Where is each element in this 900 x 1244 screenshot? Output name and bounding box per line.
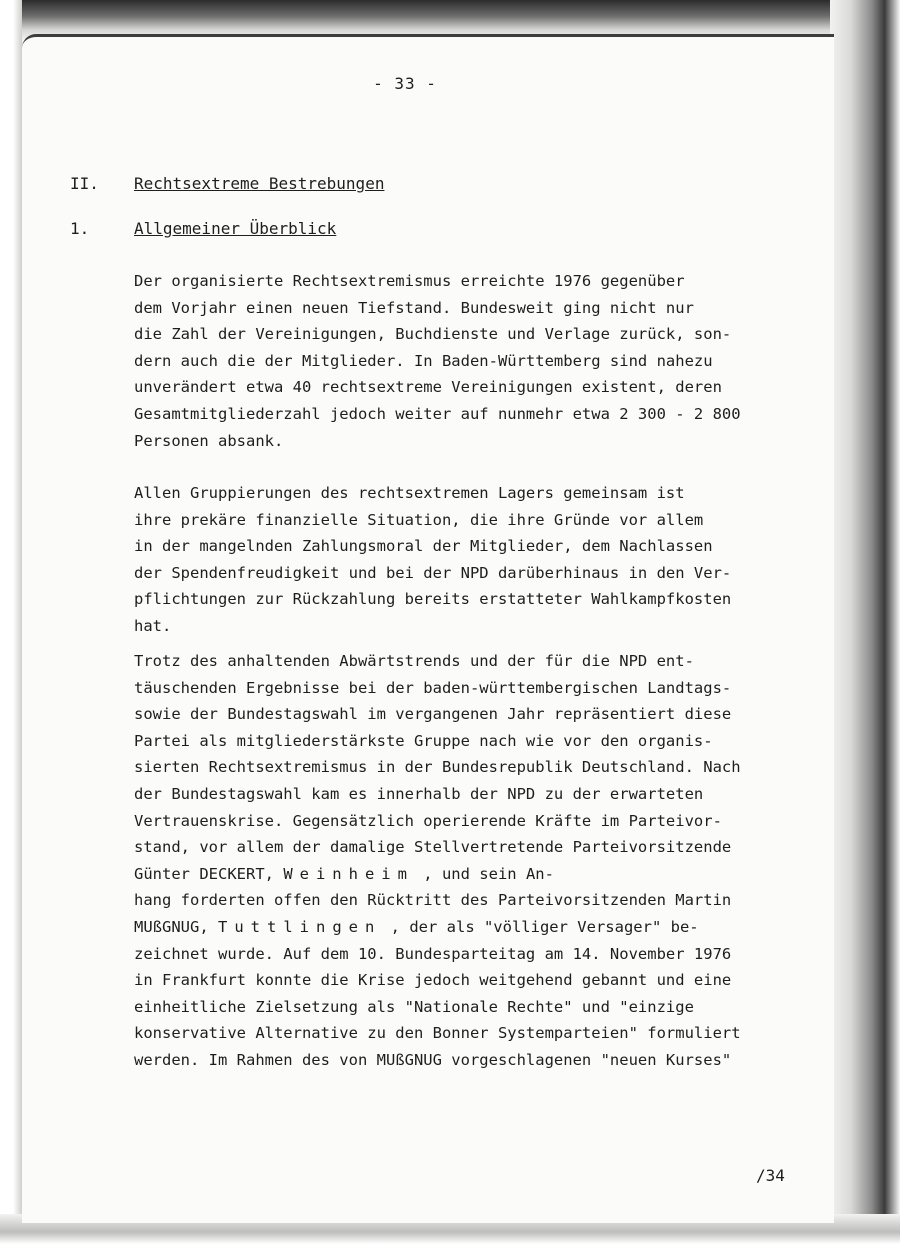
section-heading-ii <box>70 174 470 198</box>
text-line: hang forderten offen den Rücktritt des Parteivorsitzenden Martin <box>134 891 732 910</box>
text-line: sierten Rechtsextremismus in der Bundesrepublik Deutschland. Nach <box>134 758 741 777</box>
text-line: konservative Alternative zu den Bonner Systemparteien" formuliert <box>134 1024 741 1043</box>
text-line: ihre prekäre finanzielle Situation, die ihre Gründe vor allem <box>134 510 704 529</box>
section-title: Rechtsextreme Bestrebungen <box>134 174 385 193</box>
text-line: sowie der Bundestagswahl im vergangenen Jahr repräsentiert diese <box>134 705 732 724</box>
text-line: Personen absank. <box>134 431 284 450</box>
page-number: - 33 - <box>373 74 437 93</box>
text-line-mussgnug <box>134 914 834 941</box>
text-line: täuschenden Ergebnisse bei der baden-württembergischen Landtags- <box>134 678 732 697</box>
text-line: unverändert etwa 40 rechtsextreme Vereinigungen existent, deren <box>134 378 722 397</box>
text-line: Allen Gruppierungen des rechtsextremen Lagers gemeinsam ist <box>134 484 685 502</box>
section-title: Allgemeiner Überblick <box>134 219 337 238</box>
text-line: zeichnet wurde. Auf dem 10. Bundesparteitag am 14. November 1976 <box>134 944 732 963</box>
section-number: 1. <box>70 219 90 238</box>
text-line: pflichtungen zur Rückzahlung bereits erstatteter Wahlkampfkosten <box>134 590 732 609</box>
text-line: werden. Im Rahmen des von MUßGNUG vorgeschlagenen "neuen Kurses" <box>134 1050 732 1069</box>
text-line: Vertrauenskrise. Gegensätzlich operierende Kräfte im Parteivor- <box>134 811 722 830</box>
text-line: dern auch die der Mitglieder. In Baden-Württemberg sind nahezu <box>134 351 713 370</box>
text-run: MUßGNUG, <box>134 917 218 936</box>
text-run: , der als "völliger Versager" be- <box>381 917 699 936</box>
scan-edge-left <box>0 0 22 1244</box>
text-line: die Zahl der Vereinigungen, Buchdienste und Verlage zurück, son- <box>134 325 732 344</box>
continuation-page-reference: /34 <box>756 1166 785 1185</box>
text-line: der Bundestagswahl kam es innerhalb der NPD zu der erwarteten <box>134 784 704 803</box>
spaced-place-name: Tuttlingen <box>218 917 382 936</box>
scan-edge-right <box>830 0 900 1244</box>
text-line: Der organisierte Rechtsextremismus erreichte 1976 gegenüber <box>134 272 685 290</box>
text-line: Gesamtmitgliederzahl jedoch weiter auf nunmehr etwa 2 300 - 2 800 <box>134 404 741 423</box>
text-line: in Frankfurt konnte die Krise jedoch weitgehend gebannt und eine <box>134 971 732 990</box>
section-number: II. <box>70 174 99 193</box>
section-heading-1 <box>70 219 470 243</box>
paragraph-2 <box>134 480 834 640</box>
text-run: Günter DECKERT, <box>134 864 284 883</box>
text-line: einheitliche Zielsetzung als "Nationale Rechte" und "einzige <box>134 997 694 1016</box>
text-line: hat. <box>134 616 172 635</box>
text-line-deckert <box>134 861 834 888</box>
text-line: dem Vorjahr einen neuen Tiefstand. Bundesweit ging nicht nur <box>134 298 694 317</box>
text-line: der Spendenfreudigkeit und bei der NPD darüberhinaus in den Ver- <box>134 563 732 582</box>
text-line: stand, vor allem der damalige Stellvertretende Parteivorsitzende <box>134 838 732 857</box>
paragraph-3 <box>134 648 834 1074</box>
text-line: Trotz des anhaltenden Abwärtstrends und der für die NPD ent- <box>134 652 694 670</box>
spaced-place-name: Weinheim <box>283 864 414 883</box>
text-line: in der mangelnden Zahlungsmoral der Mitglieder, dem Nachlassen <box>134 537 713 556</box>
text-run: , und sein An- <box>413 864 554 883</box>
paragraph-1 <box>134 268 834 454</box>
text-line: Partei als mitgliederstärkste Gruppe nach wie vor den organis- <box>134 731 713 750</box>
